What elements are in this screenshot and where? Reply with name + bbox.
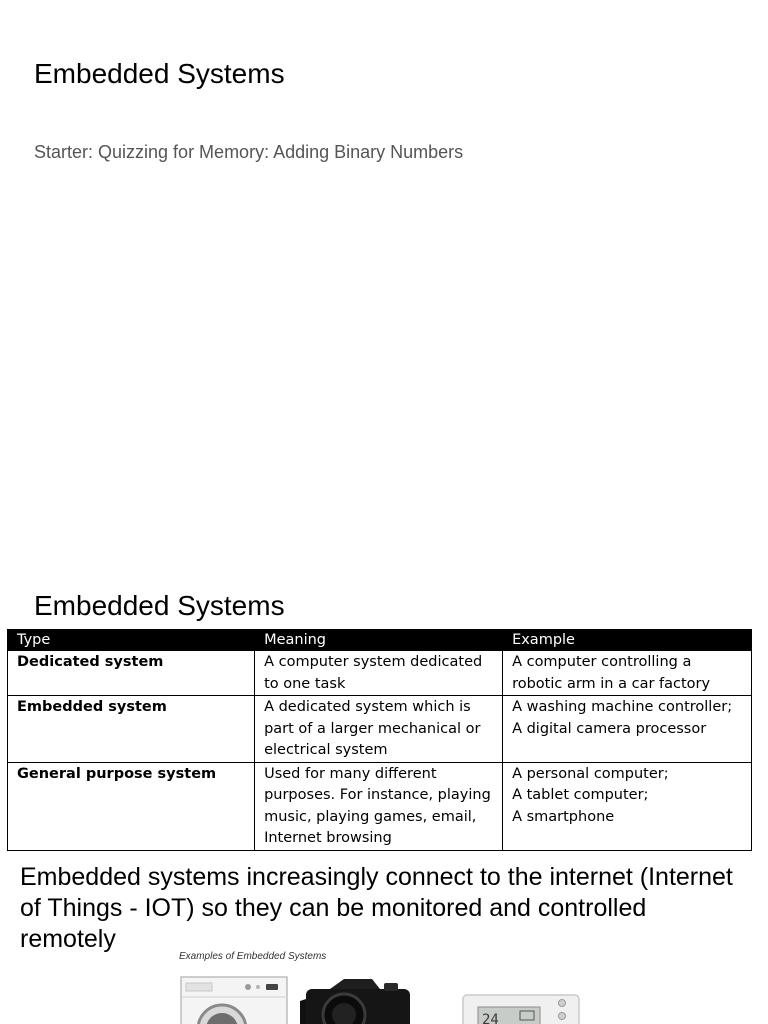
cell-example [503, 696, 752, 763]
header-example: Example [503, 630, 752, 651]
iot-description: Embedded systems increasingly connect to the internet (Internet of Things - IOT) so they can be monitored and controlled remotely [20, 863, 733, 953]
cell-line: A personal computer; [512, 765, 669, 782]
header-meaning: Meaning [255, 630, 503, 651]
thermostat-display: 24 [482, 1012, 499, 1024]
cell-type: General purpose system [8, 762, 255, 850]
table-header-row [8, 630, 752, 651]
cell-meaning [255, 696, 503, 763]
cell-example [503, 651, 752, 696]
cell-line: A digital camera processor [512, 720, 707, 737]
cell-line: A computer controlling a [512, 654, 692, 670]
slide-title: Embedded Systems [34, 58, 285, 89]
cell-meaning [255, 762, 503, 850]
cell-line: part of a larger mechanical or [264, 720, 481, 737]
systems-table [7, 629, 752, 851]
cell-line: A smartphone [512, 808, 615, 825]
washing-machine-icon [180, 975, 290, 1024]
thermostat-icon [462, 994, 580, 1024]
table-row [8, 696, 752, 763]
cell-line: A dedicated system which is [264, 699, 471, 715]
cell-line: Used for many different [264, 765, 437, 782]
cell-line: electrical system [264, 742, 388, 758]
cell-meaning [255, 651, 503, 696]
cell-line: music, playing games, email, [264, 808, 477, 825]
cell-line: to one task [264, 675, 346, 692]
digital-camera-icon [300, 975, 415, 1024]
cell-line: Internet browsing [264, 830, 392, 846]
examples-caption: Examples of Embedded Systems [179, 951, 327, 962]
table-row [8, 651, 752, 696]
cell-line: A tablet computer; [512, 787, 649, 803]
table-row [8, 762, 752, 850]
cell-example [503, 762, 752, 850]
cell-line: A washing machine controller; [512, 699, 733, 715]
slide-subtitle: Starter: Quizzing for Memory: Adding Binary Numbers [34, 142, 464, 162]
cell-line: purposes. For instance, playing [264, 787, 491, 803]
cell-line: A computer system dedicated [264, 654, 483, 670]
section-title: Embedded Systems [34, 590, 285, 621]
cell-type: Dedicated system [8, 651, 255, 696]
header-type: Type [8, 630, 255, 651]
cell-type: Embedded system [8, 696, 255, 763]
cell-line: robotic arm in a car factory [512, 675, 711, 692]
